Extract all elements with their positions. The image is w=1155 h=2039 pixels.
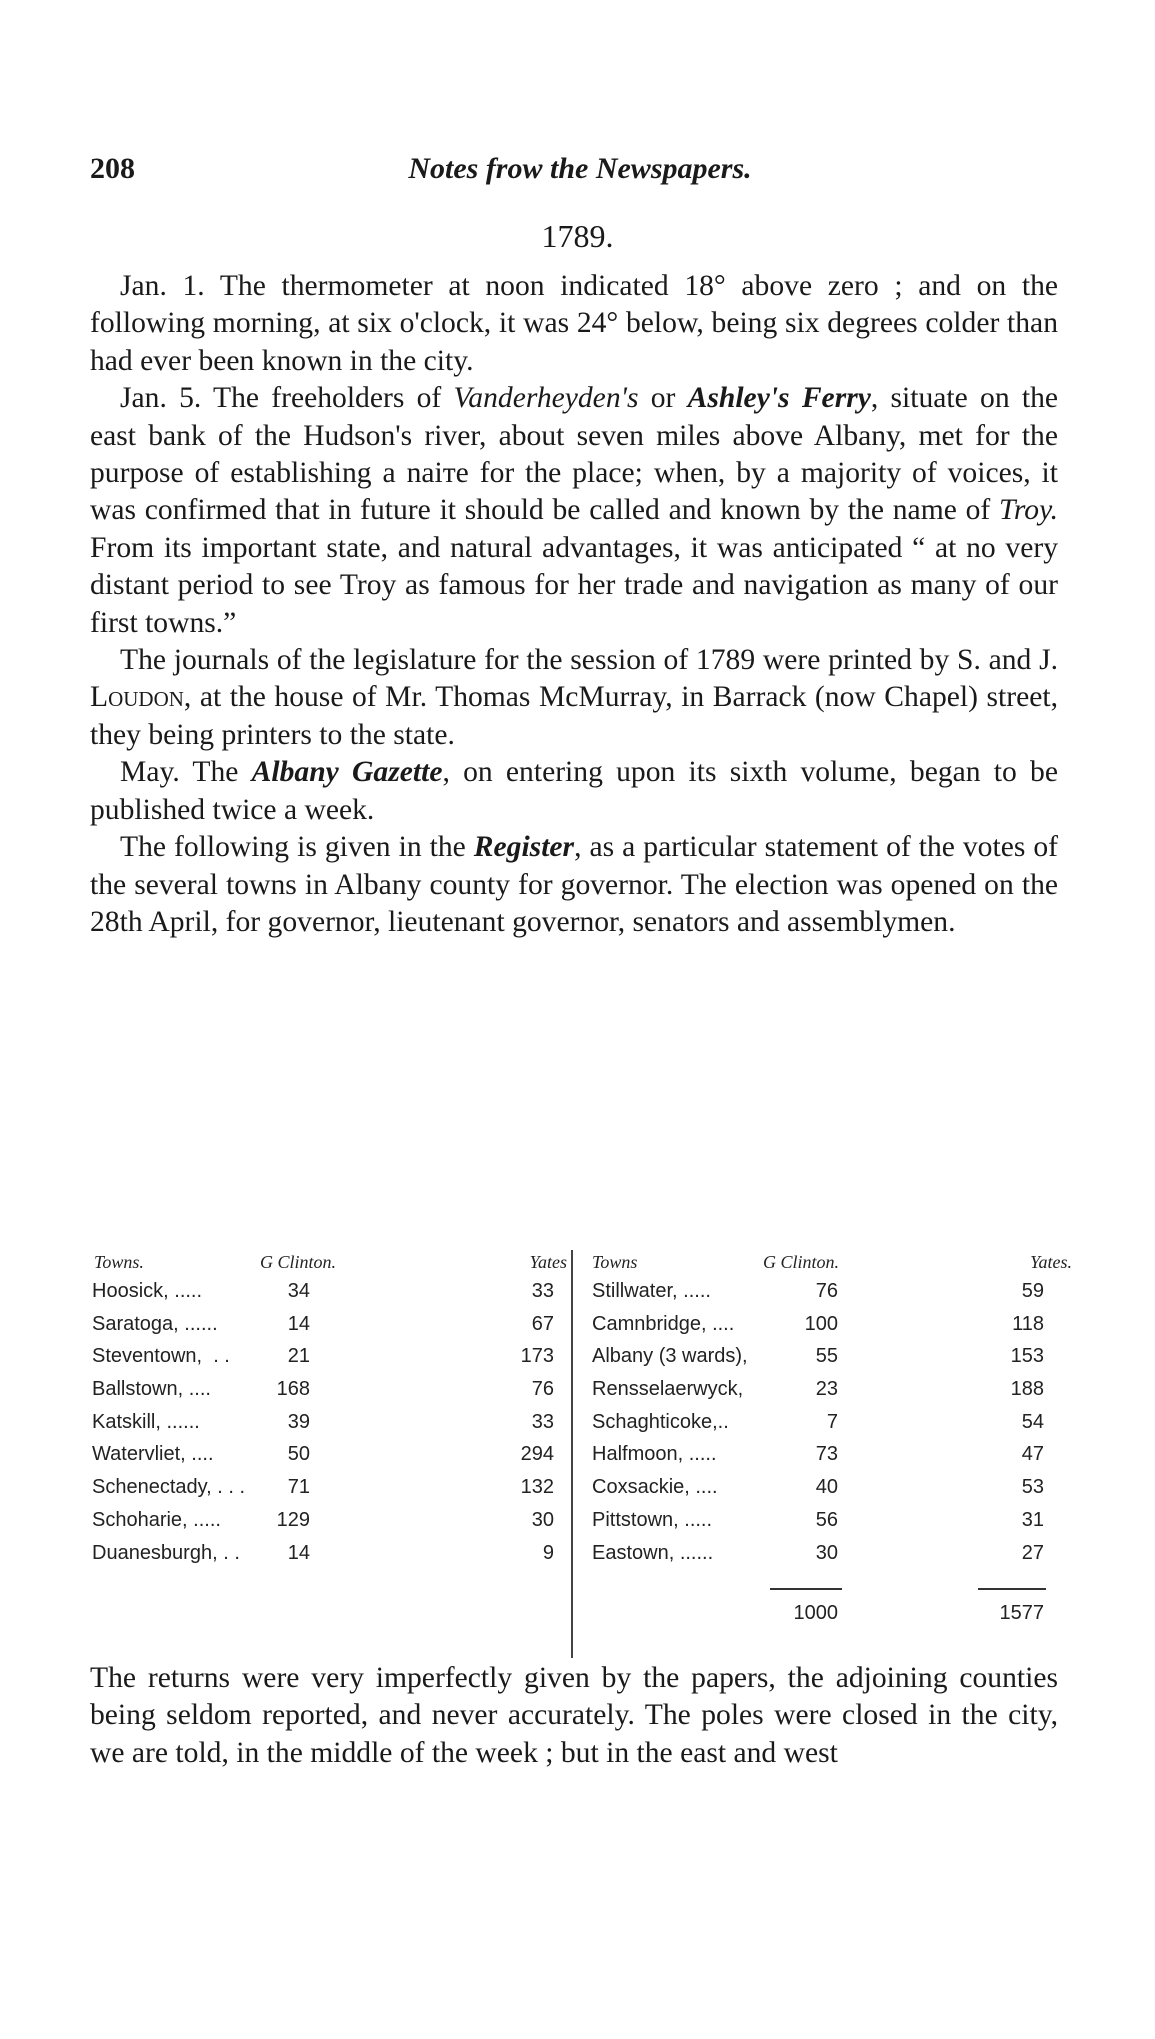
total-rule bbox=[770, 1588, 842, 1590]
dot-leader: ..... bbox=[683, 1443, 717, 1466]
clinton-votes: 40 bbox=[815, 1476, 838, 1499]
town-cell bbox=[92, 1443, 214, 1466]
text-run-italic: Albany Gazette bbox=[251, 756, 443, 789]
text-run-italic: Troy. bbox=[999, 494, 1058, 527]
dot-leader: ..... bbox=[168, 1280, 203, 1302]
running-head bbox=[90, 152, 1070, 192]
town-cell bbox=[92, 1280, 202, 1303]
text-run: The following is given in the bbox=[120, 831, 474, 864]
clinton-votes: 73 bbox=[815, 1443, 838, 1466]
dot-leader: ...... bbox=[160, 1410, 200, 1433]
dot-leader: .... bbox=[185, 1443, 214, 1466]
town-name: Saratoga, bbox=[92, 1312, 179, 1335]
table-row bbox=[92, 1542, 567, 1575]
header-towns: Towns. bbox=[94, 1252, 144, 1272]
yates-votes: 54 bbox=[1021, 1410, 1044, 1433]
clinton-votes: 71 bbox=[287, 1476, 310, 1499]
table-row bbox=[92, 1378, 567, 1411]
town-name: Schaghticoke, bbox=[592, 1410, 718, 1433]
table-row bbox=[92, 1345, 567, 1378]
table-row bbox=[92, 1443, 567, 1476]
dot-leader: ..... bbox=[678, 1508, 713, 1531]
table-row bbox=[580, 1443, 1072, 1476]
town-name: Ballstown, bbox=[92, 1378, 184, 1401]
town-cell bbox=[92, 1313, 218, 1336]
town-name: Watervliet, bbox=[92, 1443, 186, 1466]
dot-leader: . . bbox=[217, 1541, 240, 1564]
dot-leader: . . bbox=[202, 1345, 230, 1368]
table-row bbox=[92, 1509, 567, 1542]
table-row bbox=[92, 1313, 567, 1346]
table-row bbox=[92, 1411, 567, 1444]
table-header bbox=[92, 1250, 567, 1278]
header-clinton: G Clinton. bbox=[763, 1252, 840, 1272]
yates-votes: 27 bbox=[1021, 1541, 1044, 1564]
table-body-left bbox=[92, 1280, 567, 1574]
dot-leader: ..... bbox=[187, 1508, 221, 1531]
town-cell bbox=[92, 1378, 211, 1401]
yates-votes: 33 bbox=[531, 1410, 554, 1433]
text-run-small-caps: Loudon bbox=[90, 681, 184, 714]
clinton-votes: 39 bbox=[287, 1410, 310, 1433]
town-name: Hoosick, bbox=[92, 1280, 169, 1302]
table-header bbox=[580, 1250, 1072, 1278]
yates-votes: 153 bbox=[1010, 1345, 1044, 1368]
town-cell bbox=[592, 1509, 712, 1532]
page-number: 208 bbox=[90, 152, 135, 185]
yates-votes: 173 bbox=[520, 1345, 554, 1368]
paragraph-jan-5 bbox=[90, 380, 1058, 642]
running-title: Notes frow the Newspapers. bbox=[408, 152, 752, 185]
yates-votes: 132 bbox=[520, 1476, 554, 1499]
town-name: Eastown, bbox=[592, 1541, 675, 1564]
table-row bbox=[580, 1509, 1072, 1542]
dot-leader: .... bbox=[706, 1312, 735, 1335]
table-row bbox=[580, 1280, 1072, 1313]
table-body-right bbox=[580, 1280, 1072, 1574]
town-name: Albany (3 wards), bbox=[592, 1345, 748, 1368]
paragraph-journals bbox=[90, 642, 1058, 754]
yates-votes: 76 bbox=[531, 1378, 554, 1401]
table-row bbox=[92, 1280, 567, 1313]
town-cell bbox=[592, 1443, 717, 1466]
text-run: , situate on the east bank of the Hudson's river, about seven miles above Albany, met for the purpose of establishing a naiтe for the place; when, by a majority of voices, it was confirmed that in future it should be called and known by the name of bbox=[90, 382, 1059, 527]
year-heading: 1789. bbox=[541, 218, 614, 254]
paragraph-returns: The returns were very imperfectly given by the papers, the adjoining counties being seldom reported, and never accurately. The poles were closed in the city, we are told, in the middle of the week ; but in the east and west bbox=[90, 1662, 1058, 1769]
text-run-italic: Register bbox=[473, 831, 575, 864]
text-block-upper bbox=[90, 268, 1058, 941]
totals-row bbox=[580, 1588, 1072, 1628]
clinton-votes: 129 bbox=[276, 1508, 310, 1531]
yates-votes: 188 bbox=[1010, 1378, 1044, 1401]
town-name: Schoharie, bbox=[92, 1508, 188, 1531]
clinton-votes: 168 bbox=[276, 1378, 310, 1401]
header-clinton: G Clinton. bbox=[260, 1252, 337, 1272]
yates-votes: 118 bbox=[1012, 1312, 1044, 1335]
yates-votes: 30 bbox=[531, 1508, 554, 1531]
town-name: Katskill, bbox=[92, 1410, 161, 1433]
clinton-votes: 76 bbox=[815, 1280, 838, 1302]
text-run: , as a particular statement of the votes of the several towns in Albany county for governor. The election was opened on the 28th April, for governor, lieutenant governor, senators and assemblymen. bbox=[90, 831, 1059, 938]
table-row bbox=[580, 1378, 1072, 1411]
paragraph-register bbox=[90, 829, 1058, 941]
text-run: or bbox=[638, 382, 688, 415]
clinton-votes: 21 bbox=[287, 1345, 310, 1368]
town-name: Steventown, bbox=[92, 1345, 203, 1368]
yates-votes: 294 bbox=[520, 1443, 554, 1466]
yates-votes: 47 bbox=[1021, 1443, 1044, 1466]
total-clinton: 1000 bbox=[793, 1602, 838, 1624]
town-name: Rensselaerwyck, bbox=[592, 1378, 744, 1401]
table-row bbox=[580, 1411, 1072, 1444]
text-run: May. The bbox=[120, 756, 252, 789]
text-run: The journals of the legislature for the session of 1789 were printed by S. and J. bbox=[120, 644, 1058, 677]
clinton-votes: 55 bbox=[815, 1345, 838, 1368]
dot-leader: ...... bbox=[178, 1312, 218, 1335]
town-name: Duanesburgh, bbox=[92, 1541, 218, 1564]
clinton-votes: 50 bbox=[287, 1443, 310, 1466]
votes-table bbox=[92, 1250, 1072, 1650]
votes-table-left bbox=[92, 1250, 567, 1650]
text-run: , at the house of Mr. Thomas McMurray, in Barrack (now Chapel) street, they being printers to the state. bbox=[90, 681, 1058, 751]
text-run: Jan. 5. The freeholders of bbox=[120, 382, 454, 415]
town-cell bbox=[92, 1411, 200, 1434]
column-divider bbox=[571, 1250, 573, 1658]
town-cell bbox=[592, 1378, 743, 1401]
dot-leader: ..... bbox=[677, 1280, 711, 1302]
table-row bbox=[580, 1345, 1072, 1378]
clinton-votes: 30 bbox=[815, 1541, 838, 1564]
town-name: Stillwater, bbox=[592, 1280, 678, 1302]
dot-leader: ...... bbox=[674, 1541, 714, 1564]
town-cell bbox=[592, 1476, 718, 1499]
total-yates: 1577 bbox=[999, 1602, 1044, 1624]
yates-votes: 33 bbox=[531, 1280, 554, 1302]
header-yates: Yates. bbox=[1030, 1252, 1072, 1272]
town-cell bbox=[592, 1542, 713, 1565]
town-name: Camnbridge, bbox=[592, 1312, 707, 1335]
clinton-votes: 56 bbox=[815, 1508, 838, 1531]
header-towns: Towns bbox=[592, 1252, 638, 1272]
header-yates: Yates bbox=[529, 1252, 567, 1272]
dot-leader: .... bbox=[183, 1378, 211, 1401]
town-cell bbox=[592, 1411, 729, 1434]
text-block-lower bbox=[90, 1660, 1058, 1772]
text-run: From its important state, and natural advantages, it was anticipated “ at no very distant period to see Troy as famous for her trade and navigation as many of our first towns.” bbox=[90, 531, 1058, 639]
clinton-votes: 14 bbox=[287, 1541, 310, 1564]
paragraph-jan-1: Jan. 1. The thermometer at noon indicated 18° above zero ; and on the following morning, at six o'clock, it was 24° below, being six degrees colder than had ever been known in the city. bbox=[90, 270, 1058, 377]
paragraph-may bbox=[90, 754, 1058, 829]
clinton-votes: 34 bbox=[287, 1280, 310, 1302]
clinton-votes: 14 bbox=[287, 1312, 310, 1335]
table-row bbox=[580, 1313, 1072, 1346]
dot-leader: .... bbox=[689, 1476, 718, 1499]
town-cell bbox=[92, 1345, 230, 1368]
yates-votes: 53 bbox=[1021, 1476, 1044, 1499]
town-cell bbox=[92, 1542, 240, 1565]
yates-votes: 67 bbox=[531, 1312, 554, 1335]
town-name: Coxsackie, bbox=[592, 1476, 690, 1499]
text-run: , on entering upon its sixth volume, began to be published twice a week. bbox=[90, 756, 1058, 826]
table-row bbox=[580, 1542, 1072, 1575]
town-name: Halfmoon, bbox=[592, 1443, 684, 1466]
text-run-italic: Vanderheyden's bbox=[453, 382, 639, 415]
town-name: Pittstown, bbox=[592, 1508, 679, 1531]
yates-votes: 31 bbox=[1021, 1508, 1044, 1531]
text-run-italic: Ashley's Ferry bbox=[687, 382, 871, 415]
town-cell bbox=[592, 1280, 711, 1303]
yates-votes: 59 bbox=[1021, 1280, 1044, 1302]
dot-leader: .. bbox=[717, 1410, 729, 1433]
town-cell bbox=[92, 1476, 245, 1499]
town-cell bbox=[592, 1345, 748, 1368]
votes-table-right bbox=[580, 1250, 1072, 1650]
table-row bbox=[580, 1476, 1072, 1509]
clinton-votes: 7 bbox=[826, 1410, 838, 1433]
yates-votes: 9 bbox=[542, 1541, 554, 1564]
total-rule bbox=[978, 1588, 1046, 1590]
town-name: Schenectady, bbox=[92, 1476, 212, 1499]
dot-leader: . . . bbox=[211, 1476, 246, 1499]
clinton-votes: 23 bbox=[815, 1378, 838, 1401]
town-cell bbox=[92, 1509, 221, 1532]
clinton-votes: 100 bbox=[804, 1312, 838, 1335]
town-cell bbox=[592, 1313, 734, 1336]
table-row bbox=[92, 1476, 567, 1509]
